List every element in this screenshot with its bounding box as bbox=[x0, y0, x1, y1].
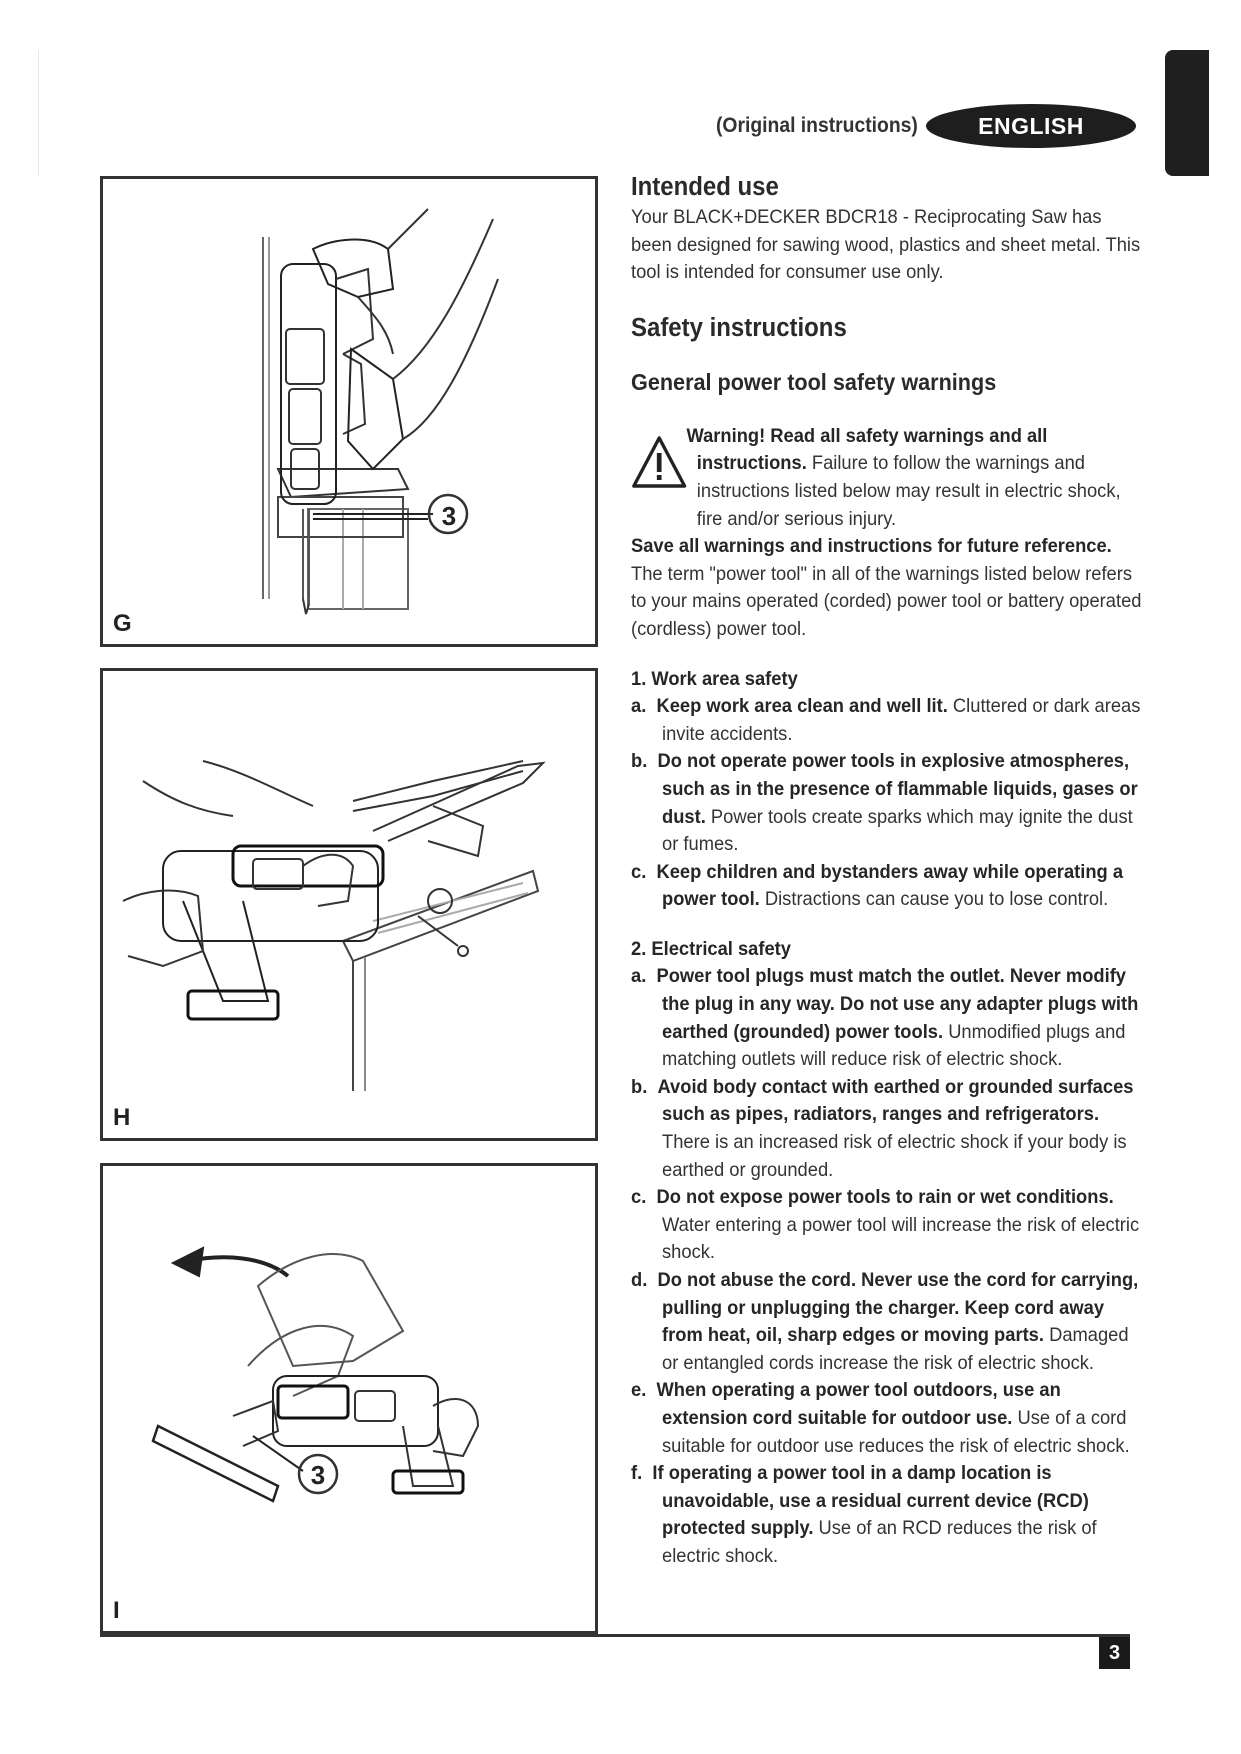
figure-i bbox=[100, 1163, 598, 1634]
figure-h-illustration bbox=[103, 671, 595, 1138]
electrical-title: 2. Electrical safety bbox=[631, 937, 791, 960]
header bbox=[716, 104, 935, 148]
margin-line bbox=[38, 50, 39, 176]
figure-g-letter: G bbox=[113, 610, 132, 637]
figure-i-letter: I bbox=[113, 1597, 120, 1624]
save-all-warnings: Save all warnings and instructions for future reference. bbox=[631, 535, 1112, 558]
figure-i-illustration bbox=[103, 1166, 595, 1631]
list-item: d. Do not abuse the cord. Never use the cord for carrying, pulling or unplugging the charger. Keep cord away from heat, oil, sharp edges or moving parts. Damaged or entangled cords increase the risk of electric shock. bbox=[631, 1269, 1139, 1374]
warning-triangle-icon bbox=[631, 435, 687, 489]
safety-heading: Safety instructions bbox=[631, 313, 847, 342]
general-warnings-heading: General power tool safety warnings bbox=[631, 368, 997, 395]
warning-block bbox=[631, 423, 1143, 533]
list-item: b. Do not operate power tools in explosive atmospheres, such as in the presence of flammable liquids, gases or dust. Power tools create sparks which may ignite the dust or fumes. bbox=[631, 750, 1138, 856]
warning-text: Failure to follow the warnings and instructions listed below may result in electric shock, fire and/or serious injury. bbox=[696, 452, 1121, 530]
intended-use-body: Your BLACK+DECKER BDCR18 - Reciprocating Saw has been designed for sawing wood, plastics and sheet metal. This tool is intended for consumer use only. bbox=[631, 206, 1141, 284]
text-column bbox=[631, 170, 1141, 1571]
intended-use-heading: Intended use bbox=[631, 173, 779, 201]
figure-g-illustration bbox=[103, 179, 595, 644]
list-item: a. Power tool plugs must match the outlet. Never modify the plug in any way. Do not use any adapter plugs with earthed (grounded) power tools. Unmodified plugs and matching outlets will reduce risk of electric shock. bbox=[631, 965, 1139, 1071]
list-item: a. Keep work area clean and well lit. Cluttered or dark areas invite accidents. bbox=[631, 695, 1141, 745]
figure-i-callout-number: 3 bbox=[310, 1460, 326, 1490]
figure-h bbox=[100, 668, 598, 1141]
list-item: c. Do not expose power tools to rain or wet conditions. Water entering a power tool will increase the risk of electric shock. bbox=[631, 1186, 1140, 1264]
power-tool-term: The term "power tool" in all of the warnings listed below refers to your mains operated (corded) power tool or battery operated (cordless) power tool. bbox=[631, 562, 1142, 640]
work-area-title: 1. Work area safety bbox=[631, 667, 798, 690]
warning-title: Warning! Read all safety warnings and all bbox=[686, 424, 1048, 447]
figure-i-callout bbox=[298, 1454, 338, 1494]
page-number: 3 bbox=[1099, 1637, 1130, 1669]
figure-g bbox=[100, 176, 598, 647]
list-item: b. Avoid body contact with earthed or grounded surfaces such as pipes, radiators, ranges and refrigerators. There is an increased risk of electric shock if your body is earthed or grounded. bbox=[631, 1075, 1134, 1181]
figure-g-callout bbox=[429, 495, 469, 535]
section-edge-tab bbox=[1165, 50, 1209, 176]
list-item: c. Keep children and bystanders away while operating a power tool. Distractions can cause you to lose control. bbox=[631, 860, 1124, 911]
figure-g-callout-number: 3 bbox=[441, 501, 457, 531]
figure-h-letter: H bbox=[113, 1104, 131, 1131]
language-badge: ENGLISH bbox=[926, 104, 1136, 148]
footer-rule bbox=[100, 1634, 1130, 1637]
warning-title-cont: instructions. bbox=[696, 452, 807, 475]
list-item: f. If operating a power tool in a damp location is unavoidable, use a residual current device (RCD) protected supply. Use of an RCD reduces the risk of electric shock. bbox=[631, 1462, 1097, 1567]
list-item: e. When operating a power tool outdoors, use an extension cord suitable for outdoor use. Use of a cord suitable for outdoor use reduces the risk of electric shock. bbox=[631, 1379, 1130, 1457]
original-instructions-label: (Original instructions) bbox=[716, 114, 918, 137]
